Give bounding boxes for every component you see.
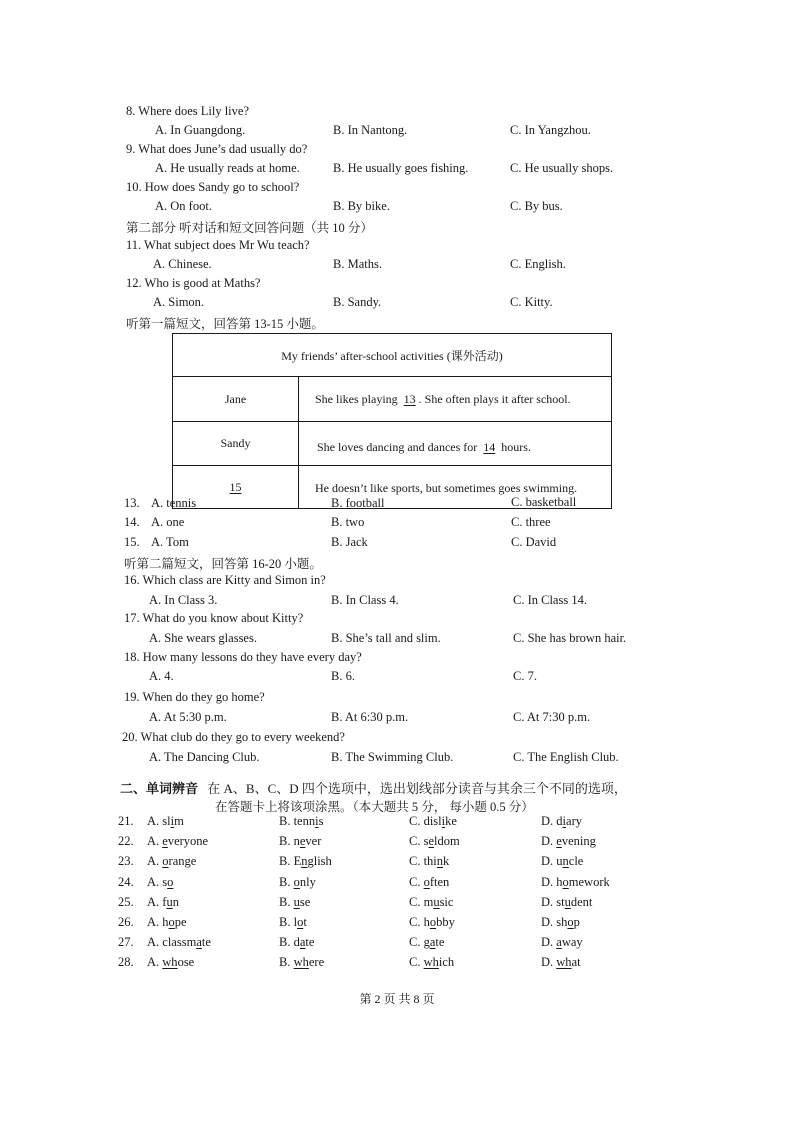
underlined-letters: e <box>428 834 435 849</box>
section2-title: 二、单词辨音 <box>120 781 199 796</box>
underlined-letters: a <box>299 935 306 950</box>
option-c: C. In Class 14. <box>513 593 587 607</box>
word-option-a: A. slim <box>147 814 184 828</box>
word-option-b: B. where <box>279 955 325 970</box>
word-option-c: C. often <box>409 874 450 889</box>
option-b: B. football <box>331 496 385 510</box>
word-option-a: A. classmate <box>147 935 211 950</box>
question-text: 12. Who is good at Maths? <box>126 276 261 290</box>
option-c: C. 7. <box>513 669 537 683</box>
underlined-letters: e <box>162 834 168 849</box>
option-c: C. In Yangzhou. <box>510 123 591 137</box>
word-question-number: 24. <box>118 874 134 889</box>
activity-text: She loves dancing and dances for <box>317 439 481 454</box>
question-text: 18. How many lessons do they have every day? <box>124 650 362 664</box>
option-b: B. She’s tall and slim. <box>331 631 441 645</box>
passage2-heading: 听第二篇短文，回答第 16-20 小题。 <box>124 557 322 571</box>
option-b: B. At 6:30 p.m. <box>331 710 409 724</box>
question-number: 14. <box>124 515 140 529</box>
option-a: A. Chinese. <box>153 257 212 271</box>
question-text: 10. How does Sandy go to school? <box>126 180 300 194</box>
underlined-letters: n <box>562 854 569 869</box>
word-option-d: D. diary <box>541 814 582 828</box>
option-c: C. basketball <box>511 495 577 509</box>
underlined-letters: o <box>293 874 300 889</box>
option-b: B. He usually goes fishing. <box>333 161 469 175</box>
activity-text: hours. <box>498 439 531 454</box>
word-option-d: D. student <box>541 894 593 909</box>
word-option-c: C. hobby <box>409 915 455 929</box>
word-option-d: D. homework <box>541 874 610 889</box>
underlined-letters: i <box>315 814 319 828</box>
question-text: 9. What does June’s dad usually do? <box>126 142 308 156</box>
underlined-letters: e <box>299 834 306 849</box>
word-option-d: D. away <box>541 935 583 950</box>
underlined-letters: a <box>429 935 436 950</box>
section2-heading <box>120 778 627 797</box>
word-question-number: 23. <box>118 854 134 869</box>
part2-heading: 第二部分 听对话和短文回答问题（共 10 分） <box>126 221 373 235</box>
option-a: A. At 5:30 p.m. <box>149 710 227 724</box>
word-option-a: A. fun <box>147 894 179 909</box>
activity-text: . She often plays it after school. <box>418 391 571 406</box>
word-option-a: A. orange <box>147 854 197 869</box>
option-b: B. 6. <box>331 669 355 683</box>
option-a: A. 4. <box>149 669 174 683</box>
word-option-c: C. think <box>409 854 450 869</box>
option-a: A. He usually reads at home. <box>155 161 300 175</box>
underlined-letters: o <box>168 915 175 929</box>
word-option-a: A. whose <box>147 955 195 970</box>
option-c: C. By bus. <box>510 199 563 213</box>
word-option-d: D. what <box>541 955 581 970</box>
blank-15: 15 <box>229 479 242 494</box>
option-b: B. Sandy. <box>333 295 382 309</box>
word-option-b: B. use <box>279 894 311 909</box>
option-c: C. David <box>511 535 557 549</box>
word-option-b: B. English <box>279 854 332 869</box>
option-b: B. two <box>331 515 365 529</box>
option-b: B. Maths. <box>333 257 382 271</box>
word-option-b: B. never <box>279 834 322 849</box>
page-footer: 第 2 页 共 8 页 <box>359 992 435 1006</box>
underlined-letters: o <box>297 915 304 929</box>
underlined-letters: o <box>162 854 169 869</box>
underlined-letters: wh <box>423 955 439 970</box>
option-b: B. In Class 4. <box>331 593 399 607</box>
underlined-letters: a <box>196 935 202 950</box>
word-question-number: 21. <box>118 814 134 828</box>
underlined-letters: u <box>564 894 571 909</box>
option-c: C. The English Club. <box>513 750 619 764</box>
underlined-letters: i <box>562 814 567 828</box>
option-a: A. tennis <box>151 496 197 510</box>
word-option-c: C. music <box>409 894 454 909</box>
underlined-letters: n <box>301 854 308 869</box>
section2-instruction-2: 在答题卡上将该项涂黑。（本大题共 5 分， 每小题 0.5 分） <box>215 800 534 814</box>
word-option-c: C. dislike <box>409 814 457 828</box>
question-text: 16. Which class are Kitty and Simon in? <box>124 573 326 587</box>
underlined-letters: n <box>436 854 444 869</box>
passage1-heading: 听第一篇短文，回答第 13-15 小题。 <box>126 317 324 331</box>
word-option-b: B. tennis <box>279 814 324 828</box>
word-option-b: B. only <box>279 874 316 889</box>
underlined-letters: o <box>167 874 174 889</box>
word-option-b: B. lot <box>279 915 307 929</box>
activity-cell <box>299 422 612 466</box>
activity-cell <box>299 377 612 422</box>
option-a: A. one <box>151 515 185 529</box>
option-b: B. Jack <box>331 535 368 549</box>
option-a: A. The Dancing Club. <box>149 750 260 764</box>
word-option-c: C. gate <box>409 935 445 950</box>
underlined-letters: u <box>433 894 440 909</box>
word-option-a: A. everyone <box>147 834 209 849</box>
underlined-letters: i <box>441 814 446 828</box>
option-c: C. English. <box>510 257 566 271</box>
word-option-a: A. so <box>147 874 174 889</box>
question-text: 8. Where does Lily live? <box>126 104 249 118</box>
underlined-letters: wh <box>293 955 309 970</box>
activity-text: He doesn’t like sports, but sometimes goes swimming. <box>315 481 578 495</box>
blank-13: 13 <box>403 391 416 406</box>
question-text: 20. What club do they go to every weekend? <box>122 730 345 744</box>
option-c: C. At 7:30 p.m. <box>513 710 591 724</box>
blank-14: 14 <box>483 439 496 454</box>
table-caption: My friends’ after-school activities (课外活动) <box>173 334 612 377</box>
word-question-number: 22. <box>118 834 134 849</box>
underlined-letters: u <box>166 894 173 909</box>
section2-instruction: 在 A、B、C、D 四个选项中，选出划线部分读音与其余三个不同的选项， <box>207 781 627 796</box>
option-c: C. three <box>511 515 551 529</box>
underlined-letters: o <box>429 915 437 929</box>
option-a: A. Simon. <box>153 295 205 309</box>
word-question-number: 25. <box>118 894 134 909</box>
underlined-letters: e <box>556 834 562 849</box>
table-row <box>173 422 612 466</box>
underlined-letters: o <box>423 874 430 889</box>
activities-table <box>172 333 612 509</box>
word-option-c: C. seldom <box>409 834 460 849</box>
word-option-c: C. which <box>409 955 455 970</box>
option-b: B. The Swimming Club. <box>331 750 454 764</box>
name-cell: Sandy <box>173 422 299 466</box>
option-b: B. By bike. <box>333 199 390 213</box>
underlined-letters: o <box>567 915 574 929</box>
option-a: A. She wears glasses. <box>149 631 257 645</box>
word-option-b: B. date <box>279 935 315 950</box>
option-a: A. Tom <box>151 535 189 549</box>
option-a: A. In Class 3. <box>149 593 218 607</box>
word-question-number: 28. <box>118 955 134 970</box>
question-number: 13. <box>124 496 140 510</box>
question-text: 19. When do they go home? <box>124 690 265 704</box>
option-a: A. On foot. <box>155 199 212 213</box>
table-row <box>173 377 612 422</box>
option-b: B. In Nantong. <box>333 123 408 137</box>
activity-text: She likes playing <box>315 391 401 406</box>
option-a: A. In Guangdong. <box>155 123 246 137</box>
word-option-d: D. shop <box>541 915 580 929</box>
word-option-a: A. hope <box>147 915 187 929</box>
underlined-letters: a <box>556 935 562 950</box>
underlined-letters: wh <box>162 955 178 970</box>
question-text: 11. What subject does Mr Wu teach? <box>126 238 310 252</box>
underlined-letters: u <box>293 894 300 909</box>
word-option-d: D. evening <box>541 834 596 849</box>
word-option-d: D. uncle <box>541 854 584 869</box>
underlined-letters: wh <box>556 955 572 970</box>
option-c: C. He usually shops. <box>510 161 614 175</box>
underlined-letters: o <box>562 874 569 889</box>
option-c: C. Kitty. <box>510 295 553 309</box>
word-question-number: 27. <box>118 935 134 950</box>
option-c: C. She has brown hair. <box>513 631 627 645</box>
word-question-number: 26. <box>118 915 134 929</box>
question-number: 15. <box>124 535 140 549</box>
name-cell: Jane <box>173 377 299 422</box>
question-text: 17. What do you know about Kitty? <box>124 611 304 625</box>
underlined-letters: i <box>170 814 175 828</box>
